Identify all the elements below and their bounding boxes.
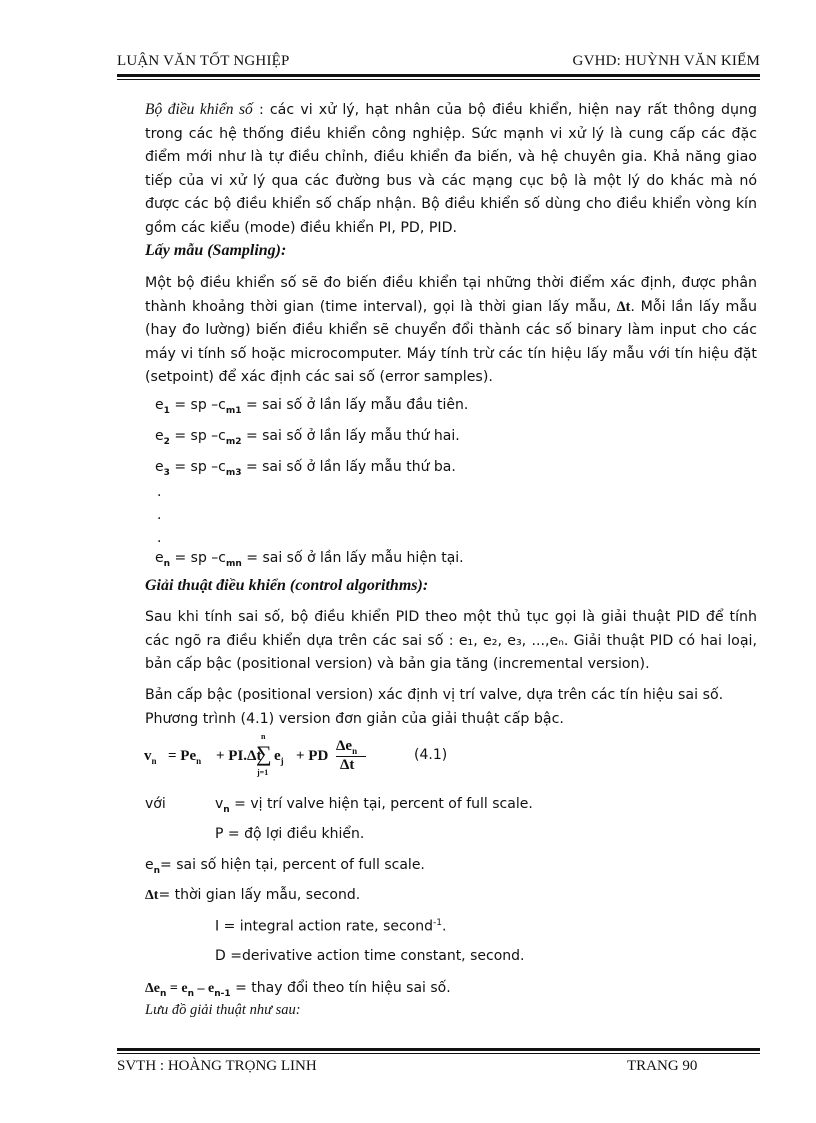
footer-right: TRANG 90 [627, 1058, 698, 1074]
intro-paragraph [145, 98, 757, 240]
flowchart-note: Lưu đồ giải thuật như sau: [145, 1002, 301, 1018]
def-vn: $v_n$ = vị trí valve hiện tại, percent of full scale. [215, 796, 533, 815]
sampling-para-a: Một bộ điều khiển số sẽ đo biến điều khiển tại những thời điểm xác định, được phân thành khoảng thời gian (time interval), gọi là thời gian lấy mẫu, [145, 275, 757, 315]
ellipsis-dot: . [157, 507, 162, 523]
def-i: I = integral action rate, second$^{-1}$. [215, 918, 447, 935]
footer-rule-thin [117, 1053, 760, 1054]
ellipsis-dot: . [157, 530, 162, 546]
equation-e2: $e_2$ = sp $-c_{m2}$ = sai số ở lần lấy mẫu thứ hai. [155, 428, 460, 447]
header-rule-thick [117, 74, 760, 77]
algorithms-heading: Giải thuật điều khiển (control algorithms): [145, 577, 429, 594]
sampling-heading: Lấy mẫu (Sampling): [145, 242, 287, 259]
equation-e1: $e_1$ = sp $-c_{m1}$ = sai số ở lần lấy mẫu đầu tiên. [155, 397, 469, 416]
sampling-para-b: . Mỗi lần lấy mẫu (hay đo lường) biến điều khiển sẽ chuyển đổi thành các số binary làm input cho các máy vi tính số hoặc microcomputer. Máy tính trừ các tín hiệu lấy mẫu với tín hiệu đặt (setpoint) để xác định các sai số (error samples). [145, 298, 758, 385]
sigma-symbol: ∑ [256, 741, 272, 766]
equation-e3: $e_3$ = sp $-c_{m3}$ = sai số ở lần lấy mẫu thứ ba. [155, 459, 456, 478]
pid-formula: $v_n$ = $Pe_n$ + PI.Δt n ∑ j=1 $e_j$ + PD $\Delta e_n$ Δt [144, 738, 384, 782]
def-p: P = độ lợi điều khiển. [215, 826, 365, 842]
formula-number: (4.1) [414, 747, 448, 763]
algorithms-paragraph-2: Bản cấp bậc (positional version) xác định vị trí valve, dựa trên các tín hiệu sai số. Phương trình (4.1) version đơn giản của giải thuật cấp bậc. [145, 687, 724, 727]
def-dt: Δt= thời gian lấy mẫu, second. [145, 887, 361, 903]
equation-en: $e_n$ = sp $-c_{mn}$ = sai số ở lần lấy mẫu hiện tại. [155, 550, 464, 569]
def-den: $\Delta e_n = e_n - e_{n-1}$ = thay đổi theo tín hiệu sai số. [145, 980, 451, 999]
sampling-paragraph [145, 272, 757, 390]
def-en: $e_n=$ sai số hiện tại, percent of full scale. [145, 857, 425, 876]
header-rule-thin [117, 79, 760, 80]
algorithms-paragraph-1: Sau khi tính sai số, bộ điều khiển PID theo một thủ tục gọi là giải thuật PID để tính các ngõ ra điều khiển dựa trên các sai số : e₁, e₂, e₃, ...,eₙ. Giải thuật PID có hai loại, bản cấp bậc (positional version) và bản gia tăng (incremental version). [145, 609, 757, 672]
def-with: với [145, 796, 166, 812]
ellipsis-dot: . [157, 484, 162, 500]
header-left: LUẬN VĂN TỐT NGHIỆP [117, 53, 290, 69]
footer-rule-thick [117, 1048, 760, 1051]
footer-left: SVTH : HOÀNG TRỌNG LINH [117, 1058, 317, 1074]
header-right: GVHD: HUỲNH VĂN KIỂM [572, 53, 760, 69]
intro-term: Bộ điều khiển số [145, 101, 253, 118]
def-d: D =derivative action time constant, second. [215, 948, 525, 964]
sampling-delta-t: Δt [616, 298, 631, 315]
intro-text: : các vi xử lý, hạt nhân của bộ điều khiển, hiện nay rất thông dụng trong các hệ thống điều khiển công nghiệp. Sức mạnh vi xử lý là cung cấp các đặc điểm mới như là tự điều chỉnh, điều khiển đa biến, và hệ chuyên gia. Khả năng giao tiếp của vi xử lý qua các đường bus và các mạng cục bộ là một lý do khác mà nó được các bộ điều khiển số chấp nhận. Bộ điều khiển số dùng cho điều khiển vòng kín gồm các kiểu (mode) điều khiển PI, PD, PID. [145, 102, 757, 236]
